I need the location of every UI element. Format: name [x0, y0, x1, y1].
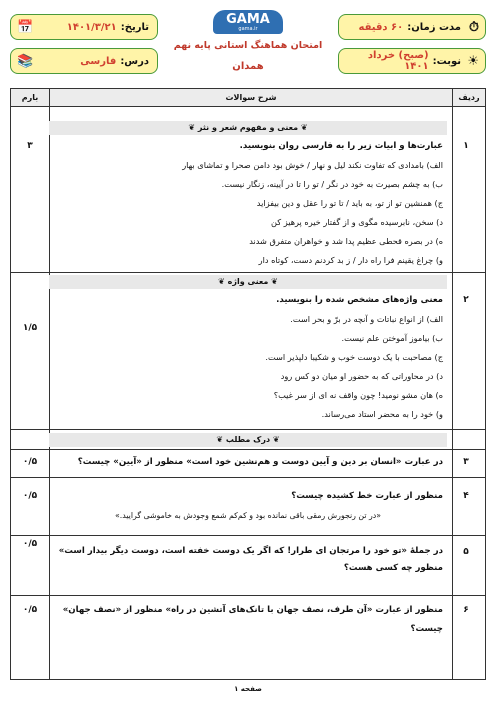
flourish-icon: ❦	[188, 123, 198, 132]
question-3	[53, 453, 443, 472]
page-number: صفحه ۱	[234, 685, 262, 693]
list-item: ه) در بصره قحطی عظیم پدا شد و خواهران متفرق شدند	[249, 236, 443, 246]
question-score: ۳	[27, 141, 33, 151]
divider	[452, 89, 453, 679]
flourish-icon: ❦	[218, 277, 228, 286]
date-label: تاریخ:	[120, 21, 149, 33]
date-box	[10, 14, 158, 40]
date-value: ۱۴۰۱/۳/۲۱	[66, 21, 117, 33]
section-heading: ❦ درک مطلب ❦	[49, 433, 447, 447]
list-item: و) خود را به محضر استاد می‌رساند.	[321, 409, 443, 419]
flourish-icon: ❦	[298, 123, 308, 132]
question-score: ۰/۵	[22, 605, 38, 615]
divider	[49, 89, 50, 679]
row-divider	[11, 429, 485, 430]
list-item: ب) بیاموز آموختن علم نیست.	[341, 333, 443, 343]
clock-icon: ⏱	[468, 19, 479, 35]
row-divider	[11, 595, 485, 596]
list-item: ج) همنشین تو از تو، به باید / تا تو را عقل و دین بیفزاید	[256, 198, 443, 208]
question-number: ۵	[463, 547, 469, 557]
question-number: ۲	[463, 295, 469, 305]
region-name: همدان	[232, 61, 264, 72]
section-heading: ❦ معنی واژه ❦	[49, 275, 447, 289]
duration-value: ۶۰ دقیقه	[358, 21, 404, 33]
sun-icon: ☀	[467, 53, 479, 69]
question-table	[10, 88, 486, 680]
question-score: ۰/۵	[22, 457, 38, 467]
row-divider	[11, 272, 485, 273]
duration-box	[338, 14, 486, 40]
list-item: ب) به چشم بصیرت به خود در نگر / تو را تا در آیینه، زنگار نیست.	[221, 179, 443, 189]
question-title: منظور از عبارت «آن طرف، نصف جهان با تانک‌های آتشین در راه» منظور از «نصف جهان» چیست؟	[62, 605, 443, 634]
quoted-sentence: «در تن رنجورش رمقی باقی نمانده بود و کم‌کم شمع وجودش به خاموشی گرایید.»	[114, 511, 382, 520]
row-divider	[11, 477, 485, 478]
question-title: معنی واژه‌های مشخص شده را بنویسید.	[276, 295, 443, 305]
question-title: در جملهٔ «تو خود را مرتجان ای طرار! که اگر یک دوست خفته است، دوست دیگر بیدار است» منظور چه کسی هست؟	[58, 546, 443, 573]
list-item: د) سخن، نابرسیده مگوی و از گفتار خیره پرهیز کن	[270, 217, 443, 227]
question-title: عبارت‌ها و ابیات زیر را به فارسی روان بنویسید.	[239, 141, 443, 151]
col-header-score: بارم	[11, 89, 49, 107]
question-number: ۶	[463, 605, 469, 615]
question-5	[53, 543, 443, 577]
question-1	[53, 137, 443, 270]
list-item: ه) هان مشو نومید! چون واقف نه ای از سر غیب؟	[273, 390, 443, 400]
question-score: ۰/۵	[22, 539, 38, 549]
shift-label: نوبت:	[432, 55, 461, 67]
flourish-icon: ❦	[268, 277, 278, 286]
col-header-row: ردیف	[453, 89, 485, 107]
list-item: الف) از انواع نباتات و آنچه در برّ و بحر است.	[290, 314, 443, 324]
list-item: ج) مصاحبت با یک دوست خوب و شکیبا دلپذیر است.	[265, 352, 443, 362]
question-number: ۱	[463, 141, 469, 151]
col-header-desc: شرح سوالات	[49, 89, 453, 107]
question-number: ۴	[463, 491, 469, 501]
lesson-label: درس:	[120, 55, 149, 67]
question-6	[53, 601, 443, 639]
lesson-box	[10, 48, 158, 74]
duration-label: مدت زمان:	[407, 21, 461, 33]
calendar-icon: 📅	[17, 19, 34, 35]
flourish-icon: ❦	[270, 435, 280, 444]
row-divider	[11, 535, 485, 536]
flourish-icon: ❦	[216, 435, 226, 444]
question-number: ۳	[463, 457, 469, 467]
question-title: در عبارت «انسان بر دین و آیین دوست و هم‌نشین خود است» منظور از «آیین» چیست؟	[77, 457, 443, 467]
shift-value: (صبح) خرداد ۱۴۰۱	[367, 50, 429, 72]
question-title: منظور از عبارت خط کشیده چیست؟	[291, 491, 443, 501]
question-score: ۱/۵	[22, 323, 38, 333]
list-item: و) چراغ یقینم فرا راه دار / ز بد کردنم دست، کوتاه دار	[258, 255, 443, 265]
lesson-value: فارسی	[80, 55, 117, 67]
section-heading: ❦ معنی و مفهوم شعر و نثر ❦	[49, 121, 447, 135]
shift-box	[338, 48, 486, 74]
list-item: د) در محاوراتی که به حضور او میان دو کس رود	[280, 371, 443, 381]
question-4	[53, 487, 443, 525]
exam-title-block	[162, 8, 334, 78]
exam-title: امتحان هماهنگ استانی پایه نهم	[173, 40, 323, 51]
list-item: الف) بامدادی که تفاوت نکند لیل و نهار / خوش بود دامن صحرا و تماشای بهار	[182, 160, 443, 170]
row-divider	[11, 449, 485, 450]
question-score: ۰/۵	[22, 491, 38, 501]
exam-header	[10, 8, 486, 78]
question-2	[53, 291, 443, 424]
books-icon: 📚	[17, 53, 34, 69]
gama-logo: GAMA gama.ir	[213, 10, 283, 34]
